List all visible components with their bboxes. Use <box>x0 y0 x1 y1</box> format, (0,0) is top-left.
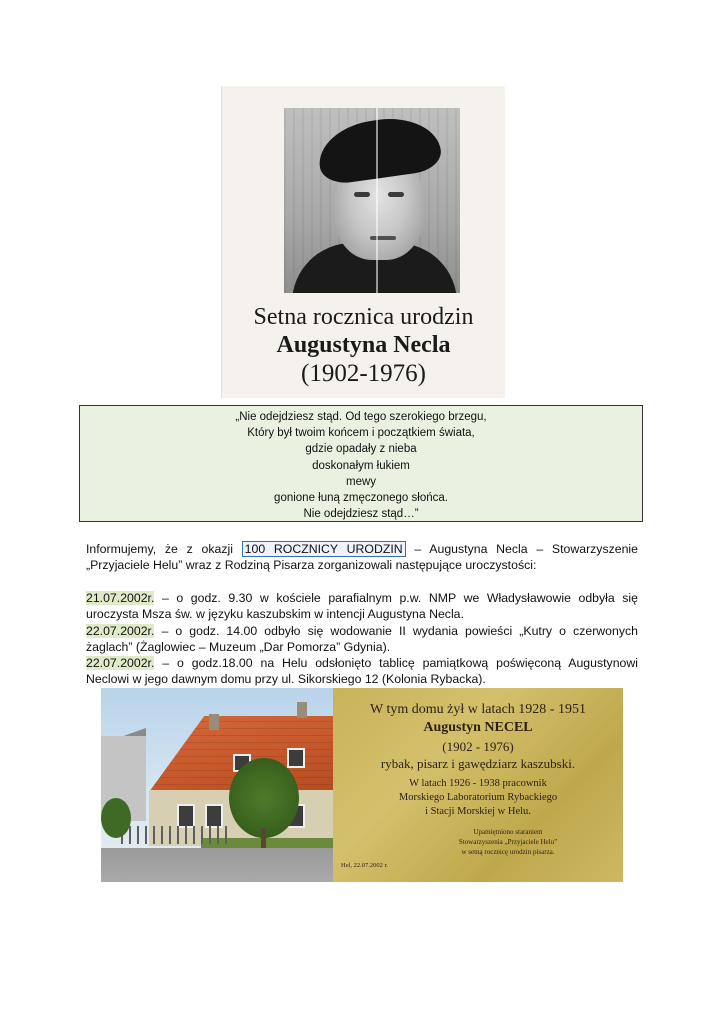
event-date: 21.07.2002r. <box>86 591 155 605</box>
poster-years: (1902-1976) <box>301 360 426 387</box>
poem-box <box>79 405 643 522</box>
plaque-line: Upamiętniono staraniem <box>473 828 543 836</box>
plaque-line: W tym domu żył w latach 1928 - 1951 <box>370 702 586 717</box>
plaque-name: Augustyn NECEL <box>423 720 533 735</box>
poem-line: gonione łuną zmęczonego słońca. <box>274 492 448 505</box>
event-item <box>86 590 638 623</box>
poem-line: „Nie odejdziesz stąd. Od tego szerokiego brzegu, <box>235 411 487 423</box>
event-item <box>86 623 638 656</box>
plaque-date: Hel, 22.07.2002 r. <box>341 862 388 869</box>
plaque-line: Stowarzyszenia „Przyjaciele Helu” <box>458 838 558 846</box>
event-text: – o godz. 14.00 odbyło się wodowanie II wydania powieści „Kutry o czerwonych żaglach” (Żaglowiec – Muzeum „Dar Pomorza” Gdynia). <box>86 623 638 654</box>
memorial-plaque <box>333 688 623 882</box>
poster-title: Setna rocznica urodzin <box>253 304 474 330</box>
anniversary-poster <box>221 86 505 398</box>
intro-paragraph <box>86 541 638 574</box>
plaque-line: i Stacji Morskiej w Helu. <box>425 806 531 817</box>
plaque-line: rybak, pisarz i gawędziarz kaszubski. <box>380 756 576 771</box>
poem-line: Który był twoim końcem i początkiem świata, <box>247 427 475 440</box>
event-text: – o godz. 9.30 w kościele parafialnym p.w. NMP we Władysławowie odbyła się uroczysta Msza św. w języku kaszubskim w intencji Augustyna Necla. <box>86 591 638 622</box>
event-item <box>86 655 638 688</box>
intro-text-start: Informujemy, że z okazji <box>86 542 242 556</box>
author-portrait <box>284 108 460 293</box>
plaque-line: w setną rocznicę urodzin pisarza. <box>461 848 555 856</box>
house-and-plaque-photo <box>101 688 623 882</box>
plaque-line: Morskiego Laboratorium Rybackiego <box>398 792 558 803</box>
event-text: – o godz.18.00 na Helu odsłonięto tablicę pamiątkową poświęconą Augustynowi Neclowi w jego dawnym domu przy ul. Sikorskiego 12 (Kolonia Rybacka). <box>86 656 638 687</box>
event-date: 22.07.2002r. <box>86 623 155 638</box>
anniversary-highlight: 100 ROCZNICY URODZIN <box>242 541 406 557</box>
event-date: 22.07.2002r. <box>86 656 155 671</box>
plaque-line: W latach 1926 - 1938 pracownik <box>409 778 547 789</box>
events-list <box>86 590 638 688</box>
intro-text-end: – Augustyna Necla – Stowarzyszenie „Przyjaciele Helu” wraz z Rodziną Pisarza zorganizowali następujące uroczystości: <box>86 542 639 573</box>
poem-line: Nie odejdziesz stąd…” <box>303 508 419 521</box>
poem-line: gdzie opadały z nieba <box>305 443 417 456</box>
plaque-line: (1902 - 1976) <box>442 739 514 754</box>
poster-name: Augustyna Necla <box>276 332 451 358</box>
poem-line: mewy <box>345 475 377 488</box>
poem-line: doskonałym łukiem <box>312 459 410 472</box>
tree <box>229 758 299 838</box>
